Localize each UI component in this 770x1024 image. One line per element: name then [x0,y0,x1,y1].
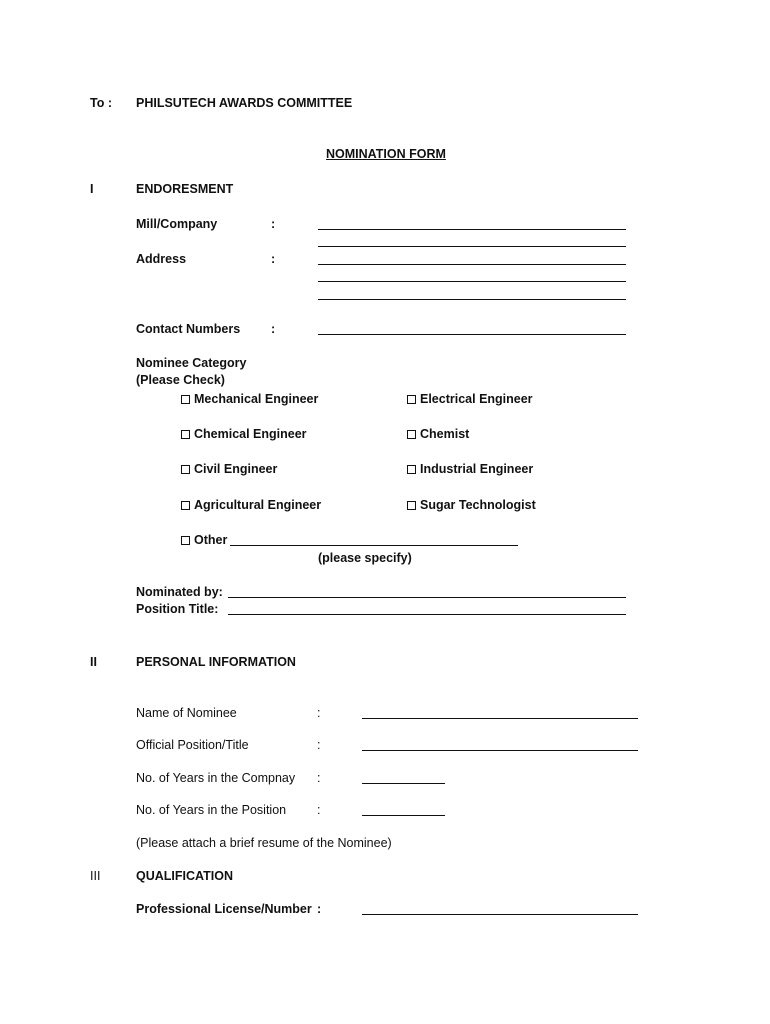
other-hint: (please specify) [318,551,412,565]
section-title-qualification: QUALIFICATION [136,869,233,883]
colon: : [271,322,276,336]
address-field-1[interactable] [318,264,626,265]
years-in-company-field[interactable] [362,783,445,784]
option-agricultural-engineer[interactable] [181,498,321,512]
address-label: Address [136,252,187,266]
checkbox-icon[interactable] [407,501,416,510]
mill-company-field-2[interactable] [318,246,626,247]
option-civil-engineer[interactable] [181,462,277,476]
official-position-label: Official Position/Title [136,738,249,752]
checkbox-icon[interactable] [407,395,416,404]
section-number-1: I [90,182,94,196]
checkbox-icon[interactable] [407,465,416,474]
professional-license-label: Professional License/Number [136,902,312,916]
option-label: Other [194,533,228,547]
name-of-nominee-label: Name of Nominee [136,706,237,720]
option-mechanical-engineer[interactable] [181,392,318,406]
other-specify-field[interactable] [230,545,518,546]
checkbox-icon[interactable] [181,430,190,439]
position-title-label: Position Title: [136,602,219,616]
years-in-position-field[interactable] [362,815,445,816]
form-title: NOMINATION FORM [326,147,446,161]
section-title-endorsement: ENDORESMENT [136,182,234,196]
option-label: Electrical Engineer [420,392,533,406]
option-other[interactable] [181,533,227,547]
option-label: Chemist [420,427,470,441]
mill-company-label: Mill/Company [136,217,218,231]
nominated-by-label: Nominated by: [136,585,223,599]
contact-numbers-label: Contact Numbers [136,322,241,336]
option-label: Mechanical Engineer [194,392,319,406]
checkbox-icon[interactable] [407,430,416,439]
option-electrical-engineer[interactable] [407,392,533,406]
section-title-personal-information: PERSONAL INFORMATION [136,655,296,669]
to-label: To : [90,96,112,110]
years-in-company-label: No. of Years in the Compnay [136,771,296,785]
option-label: Civil Engineer [194,462,278,476]
position-title-field[interactable] [228,614,626,615]
contact-numbers-field[interactable] [318,334,626,335]
option-sugar-technologist[interactable] [407,498,536,512]
option-label: Agricultural Engineer [194,498,322,512]
colon: : [271,252,276,266]
colon: : [317,902,322,916]
nominated-by-field[interactable] [228,597,626,598]
option-label: Industrial Engineer [420,462,534,476]
colon: : [271,217,276,231]
colon: : [317,803,321,817]
checkbox-icon[interactable] [181,501,190,510]
checkbox-icon[interactable] [181,465,190,474]
option-label: Sugar Technologist [420,498,536,512]
colon: : [317,738,321,752]
name-of-nominee-field[interactable] [362,718,638,719]
nominee-category-label: Nominee Category [136,356,247,370]
checkbox-icon[interactable] [181,395,190,404]
section-number-2: II [90,655,97,669]
checkbox-icon[interactable] [181,536,190,545]
colon: : [317,771,321,785]
address-field-3[interactable] [318,299,626,300]
option-label: Chemical Engineer [194,427,307,441]
option-chemical-engineer[interactable] [181,427,307,441]
nominee-category-hint: (Please Check) [136,373,225,387]
option-chemist[interactable] [407,427,469,441]
years-in-position-label: No. of Years in the Position [136,803,287,817]
section-number-3: III [90,869,101,883]
colon: : [317,706,321,720]
recipient: PHILSUTECH AWARDS COMMITTEE [136,96,353,110]
mill-company-field[interactable] [318,229,626,230]
official-position-field[interactable] [362,750,638,751]
resume-note: (Please attach a brief resume of the Nominee) [136,836,392,850]
option-industrial-engineer[interactable] [407,462,533,476]
professional-license-field[interactable] [362,914,638,915]
address-field-2[interactable] [318,281,626,282]
